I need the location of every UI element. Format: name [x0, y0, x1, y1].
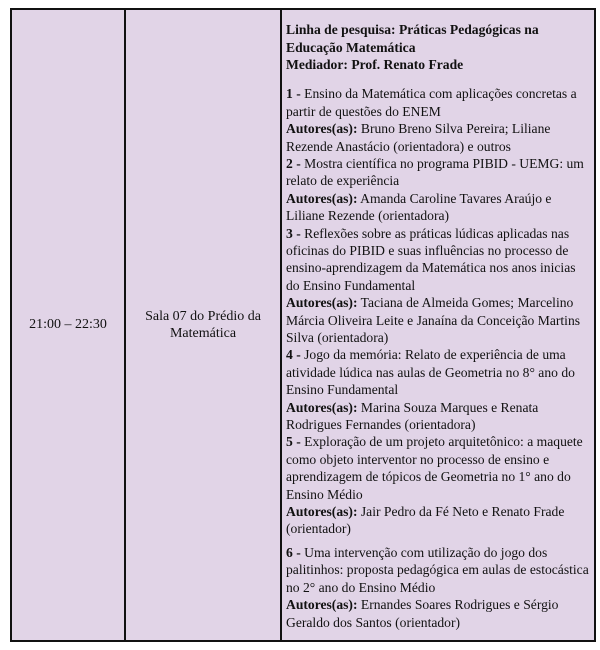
time-cell: [11, 9, 125, 641]
spacer: [286, 73, 590, 85]
paper-number: 1 -: [286, 86, 301, 102]
paper-item: [286, 346, 590, 433]
mediator-label: Mediador:: [286, 56, 348, 72]
session-time: 21:00 – 22:30: [29, 317, 107, 332]
paper-item: [286, 225, 590, 347]
research-line-value: Práticas Pedagógicas na Educação Matemática: [286, 22, 539, 55]
paper-title: Jogo da memória: Relato de experiência de uma atividade lúdica nas aulas de Geometria no 8° ano do Ensino Fundamental: [286, 347, 575, 398]
paper-title: Ensino da Matemática com aplicações concretas a partir de questões do ENEM: [286, 86, 577, 119]
research-line: [286, 21, 590, 56]
mediator: [286, 56, 590, 73]
paper-number: 4 -: [286, 347, 301, 363]
authors-label: Autores(as):: [286, 190, 358, 206]
content-cell: [281, 9, 595, 641]
room-cell: [125, 9, 281, 641]
authors-label: Autores(as):: [286, 399, 358, 415]
paper-title: Exploração de um projeto arquitetônico: a maquete como objeto interventor no processo de ensino e aprendizagem de tópicos de Geometria no 1° ano do Ensino Médio: [286, 434, 583, 502]
paper-number: 3 -: [286, 225, 301, 241]
paper-authors: Amanda Caroline Tavares Araújo e Liliane Rezende (orientadora): [286, 190, 552, 224]
paper-title: Mostra científica no programa PIBID - UEMG: um relato de experiência: [286, 155, 584, 189]
paper-number: 5 -: [286, 434, 301, 450]
paper-item: [286, 155, 590, 225]
paper-authors: Jair Pedro da Fé Neto e Renato Frade (orientador): [286, 504, 565, 537]
paper-item: [286, 544, 590, 631]
mediator-value: Prof. Renato Frade: [351, 56, 464, 72]
paper-authors: Taciana de Almeida Gomes; Marcelino Márcia Oliveira Leite e Janaína da Conceição Martins Silva (orientadora): [286, 295, 581, 345]
paper-number: 2 -: [286, 155, 301, 171]
table-row: [11, 9, 595, 641]
paper-title: Reflexões sobre as práticas lúdicas aplicadas nas oficinas do PIBID e suas influências no processo de ensino-aprendizagem da Matemática nos anos inicias do Ensino Fundamental: [286, 225, 576, 293]
paper-authors: Ernandes Soares Rodrigues e Sérgio Geraldo dos Santos (orientador): [286, 597, 559, 630]
paper-number: 6 -: [286, 544, 301, 560]
paper-item: [286, 433, 590, 537]
authors-label: Autores(as):: [286, 295, 358, 311]
paper-title: Uma intervenção com utilização do jogo dos palitinhos: proposta pedagógica em aulas de estocástica no 2° ano do Ensino Médio: [286, 544, 589, 595]
authors-label: Autores(as):: [286, 597, 358, 613]
research-line-label: Linha de pesquisa:: [286, 22, 396, 38]
paper-authors: Bruno Breno Silva Pereira; Liliane Rezende Anastácio (orientadora) e outros: [286, 121, 551, 154]
authors-label: Autores(as):: [286, 121, 358, 137]
paper-item: [286, 85, 590, 155]
schedule-table: [10, 8, 596, 642]
paper-authors: Marina Souza Marques e Renata Rodrigues Fernandes (orientadora): [286, 399, 539, 433]
session-room: Sala 07 do Prédio da Matemática: [145, 309, 261, 341]
session-header: [286, 21, 590, 73]
authors-label: Autores(as):: [286, 504, 358, 520]
